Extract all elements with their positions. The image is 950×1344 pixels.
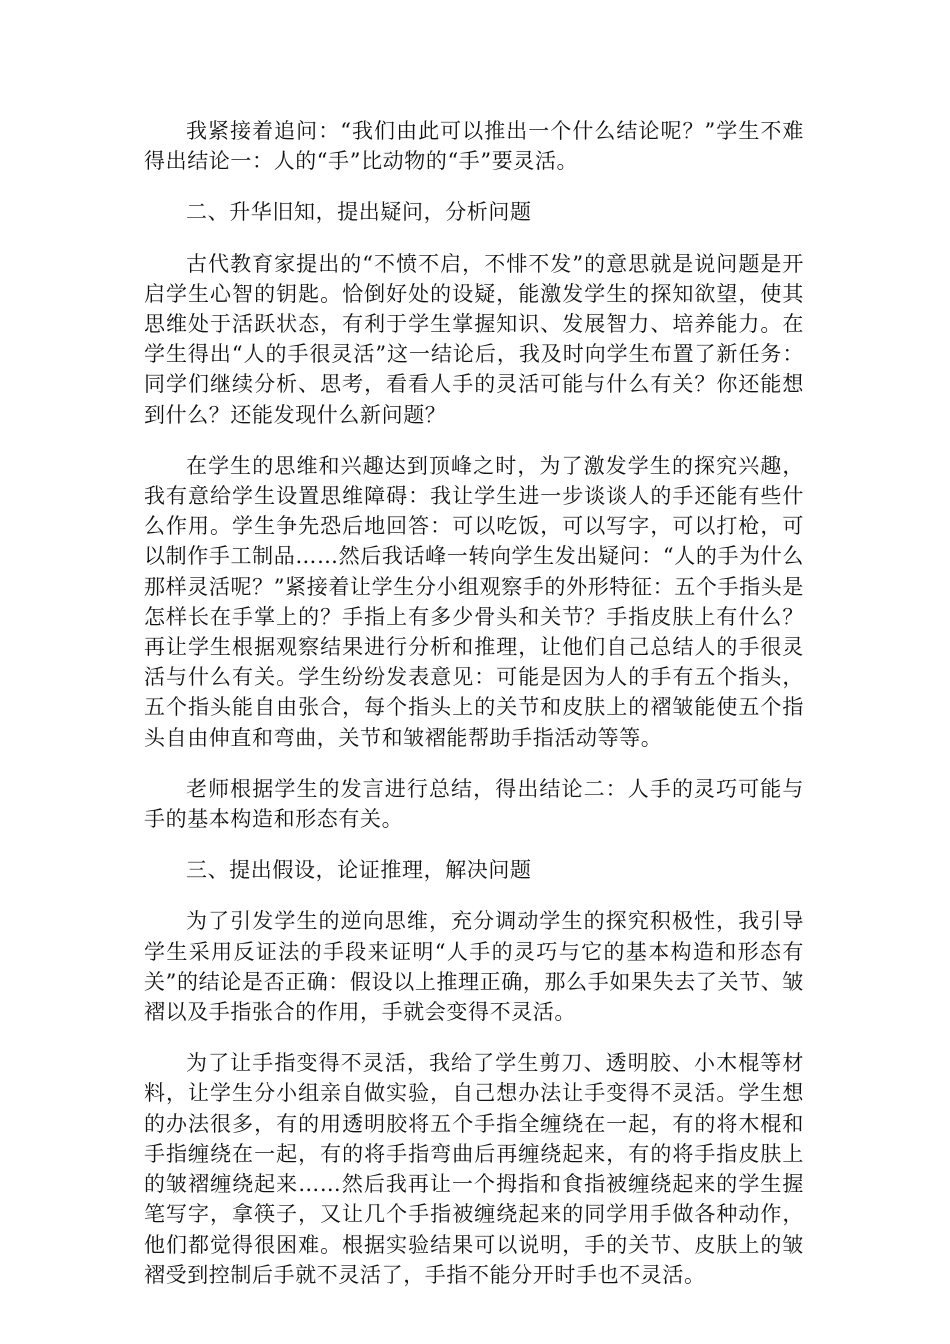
paragraph-experiment: 为了让手指变得不灵活，我给了学生剪刀、透明胶、小木棍等材料，让学生分小组亲自做实验，自己想办法让手变得不灵活。学生想的办法很多，有的用透明胶将五个手指全缠绕在一起，有的将木棍和手指缠绕在一起，有的将手指弯曲后再缠绕起来，有的将手指皮肤上的皱褶缠绕起来……然后我再让一个拇指和食指被缠绕起来的学生握笔写字，拿筷子，又让几个手指被缠绕起来的同学用手做各种动作，他们都觉得很困难。根据实验结果可以说明，手的关节、皮肤上的皱褶受到控制后手就不灵活了，手指不能分开时手也不灵活。	[144, 1051, 804, 1287]
section-heading-two: 二、升华旧知，提出疑问，分析问题	[186, 200, 532, 225]
paragraph-conclusion-one: 我紧接着追问：“我们由此可以推出一个什么结论呢？”学生不难得出结论一：人的“手”比动物的“手”要灵活。	[144, 119, 804, 174]
paragraph-reverse-thinking: 为了引发学生的逆向思维，充分调动学生的探究积极性，我引导学生采用反证法的手段来证明“人手的灵巧与它的基本构造和形态有关”的结论是否正确：假设以上推理正确，那么手如果失去了关节、皱褶以及手指张合的作用，手就会变得不灵活。	[144, 909, 804, 1025]
document-body	[144, 116, 804, 1311]
paragraph-conclusion-two: 老师根据学生的发言进行总结，得出结论二：人手的灵巧可能与手的基本构造和形态有关。	[144, 776, 804, 832]
paragraph-thinking-obstacle: 在学生的思维和兴趣达到顶峰之时，为了激发学生的探究兴趣，我有意给学生设置思维障碍：我让学生进一步谈谈人的手还能有些什么作用。学生争先恐后地回答：可以吃饭，可以写字，可以打枪，可以制作手工制品……然后我话峰一转向学生发出疑问：“人的手为什么那样灵活呢？”紧接着让学生分小组观察手的外形特征：五个手指头是怎样长在手掌上的？手指上有多少骨头和关节？手指皮肤上有什么？再让学生根据观察结果进行分析和推理，让他们自己总结人的手很灵活与什么有关。学生纷纷发表意见：可能是因为人的手有五个指头，五个指头能自由张合，每个指头上的关节和皮肤上的褶皱能使五个指头自由伸直和弯曲，关节和皱褶能帮助手指活动等等。	[144, 453, 804, 750]
section-heading-three: 三、提出假设，论证推理，解决问题	[186, 858, 532, 883]
paragraph-ancient-educator: 古代教育家提出的“不愤不启，不悱不发”的意思就是说问题是开启学生心智的钥匙。恰倒好处的设疑，能激发学生的探知欲望，使其思维处于活跃状态，有利于学生掌握知识、发展智力、培养能力。在学生得出“人的手很灵活”这一结论后，我及时向学生布置了新任务：同学们继续分析、思考，看看人手的灵活可能与什么有关？你还能想到什么？还能发现什么新问题？	[144, 251, 804, 427]
